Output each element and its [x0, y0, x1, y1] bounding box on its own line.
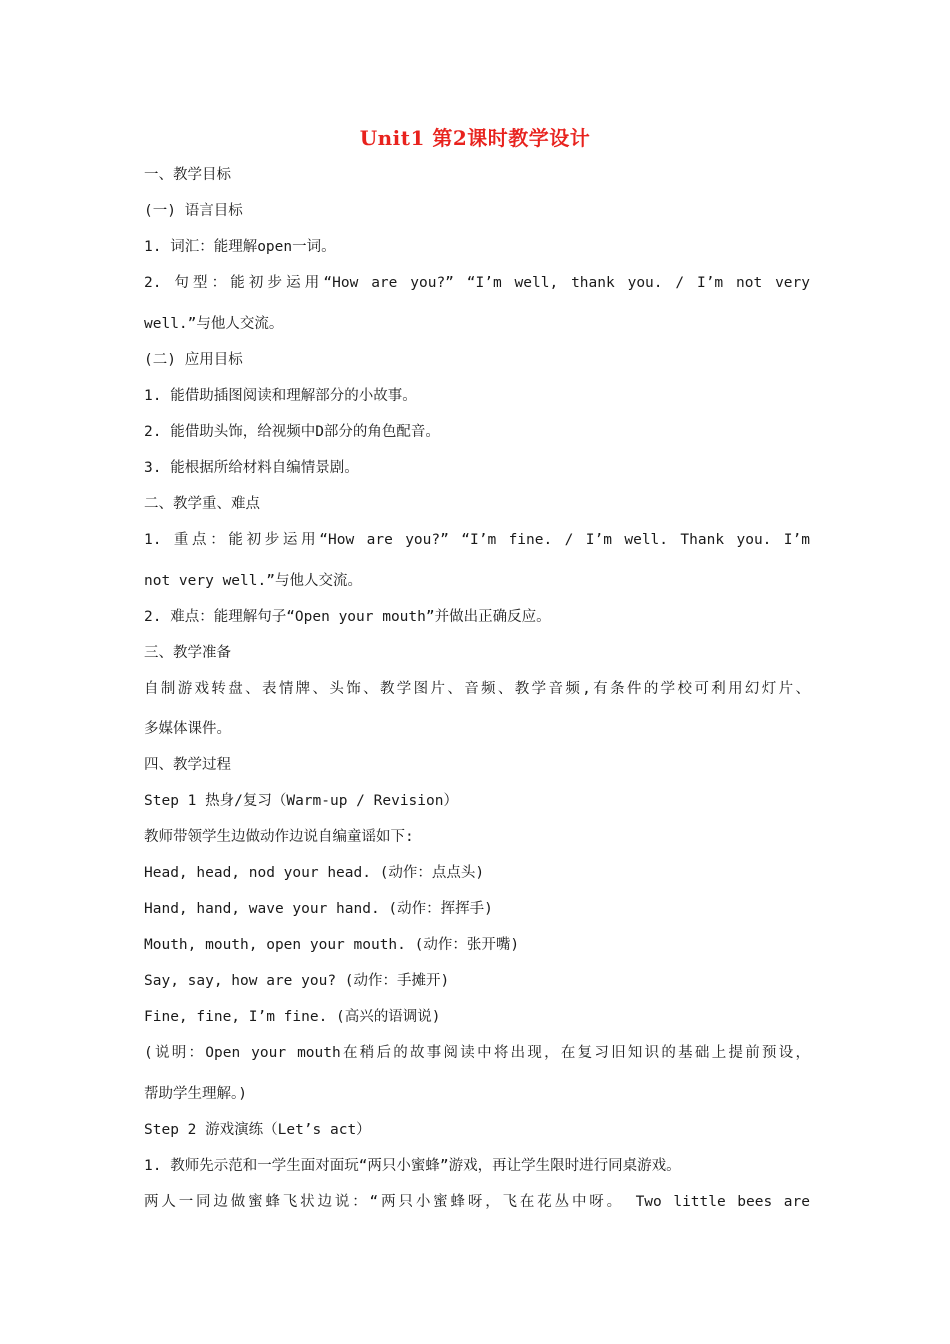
- document-title: Unit1 第2课时教学设计: [359, 126, 591, 150]
- heading-teaching-process: 四、教学过程: [144, 757, 231, 773]
- chant-line: Hand, hand, wave your hand. (动作：挥挥手): [144, 901, 493, 917]
- heading-key-points: 二、教学重、难点: [144, 496, 260, 512]
- paragraph-line: 1. 教师先示范和一学生面对面玩“两只小蜜蜂”游戏，再让学生限时进行同桌游戏。: [144, 1158, 681, 1174]
- paragraph-line: 1. 能借助插图阅读和理解部分的小故事。: [144, 388, 417, 404]
- paragraph-line: not very well.”与他人交流。: [144, 573, 362, 589]
- paragraph-line: 2. 能借助头饰，给视频中D部分的角色配音。: [144, 424, 440, 440]
- paragraph-line: 自制游戏转盘、表情牌、头饰、教学图片、音频、教学音频,有条件的学校可利用幻灯片、: [144, 681, 810, 697]
- paragraph-line: 教师带领学生边做动作边说自编童谣如下:: [144, 829, 414, 845]
- paragraph-line: (说明：Open your mouth在稍后的故事阅读中将出现，在复习旧知识的基础上提前预设，: [144, 1045, 810, 1061]
- subheading-language-goals: (一) 语言目标: [144, 203, 243, 219]
- paragraph-line: well.”与他人交流。: [144, 316, 284, 332]
- chant-line: Head, head, nod your head. (动作：点点头): [144, 865, 485, 881]
- paragraph-line: 2. 难点：能理解句子“Open your mouth”并做出正确反应。: [144, 609, 551, 625]
- heading-preparation: 三、教学准备: [144, 645, 231, 661]
- paragraph-line: 多媒体课件。: [144, 721, 231, 737]
- heading-teaching-goals: 一、教学目标: [144, 167, 231, 183]
- paragraph-line: 1. 重点：能初步运用“How are you?” “I’m fine. / I’m well. Thank you. I’m: [144, 532, 810, 548]
- paragraph-line: 2. 句型：能初步运用“How are you?” “I’m well, thank you. / I’m not very: [144, 275, 810, 291]
- chant-line: Say, say, how are you? (动作：手摊开): [144, 973, 450, 989]
- step-heading: Step 1 热身/复习（Warm-up / Revision）: [144, 793, 458, 809]
- step-heading: Step 2 游戏演练（Let’s act）: [144, 1122, 371, 1138]
- paragraph-line: 1. 词汇：能理解open一词。: [144, 239, 336, 255]
- chant-line: Mouth, mouth, open your mouth. (动作：张开嘴): [144, 937, 520, 953]
- paragraph-line: 3. 能根据所给材料自编情景剧。: [144, 460, 359, 476]
- paragraph-line: 帮助学生理解。): [144, 1086, 247, 1102]
- paragraph-line: 两人一同边做蜜蜂飞状边说：“两只小蜜蜂呀，飞在花丛中呀。 Two little bees are: [144, 1194, 810, 1210]
- chant-line: Fine, fine, I’m fine. (高兴的语调说): [144, 1009, 441, 1025]
- subheading-application-goals: (二) 应用目标: [144, 352, 243, 368]
